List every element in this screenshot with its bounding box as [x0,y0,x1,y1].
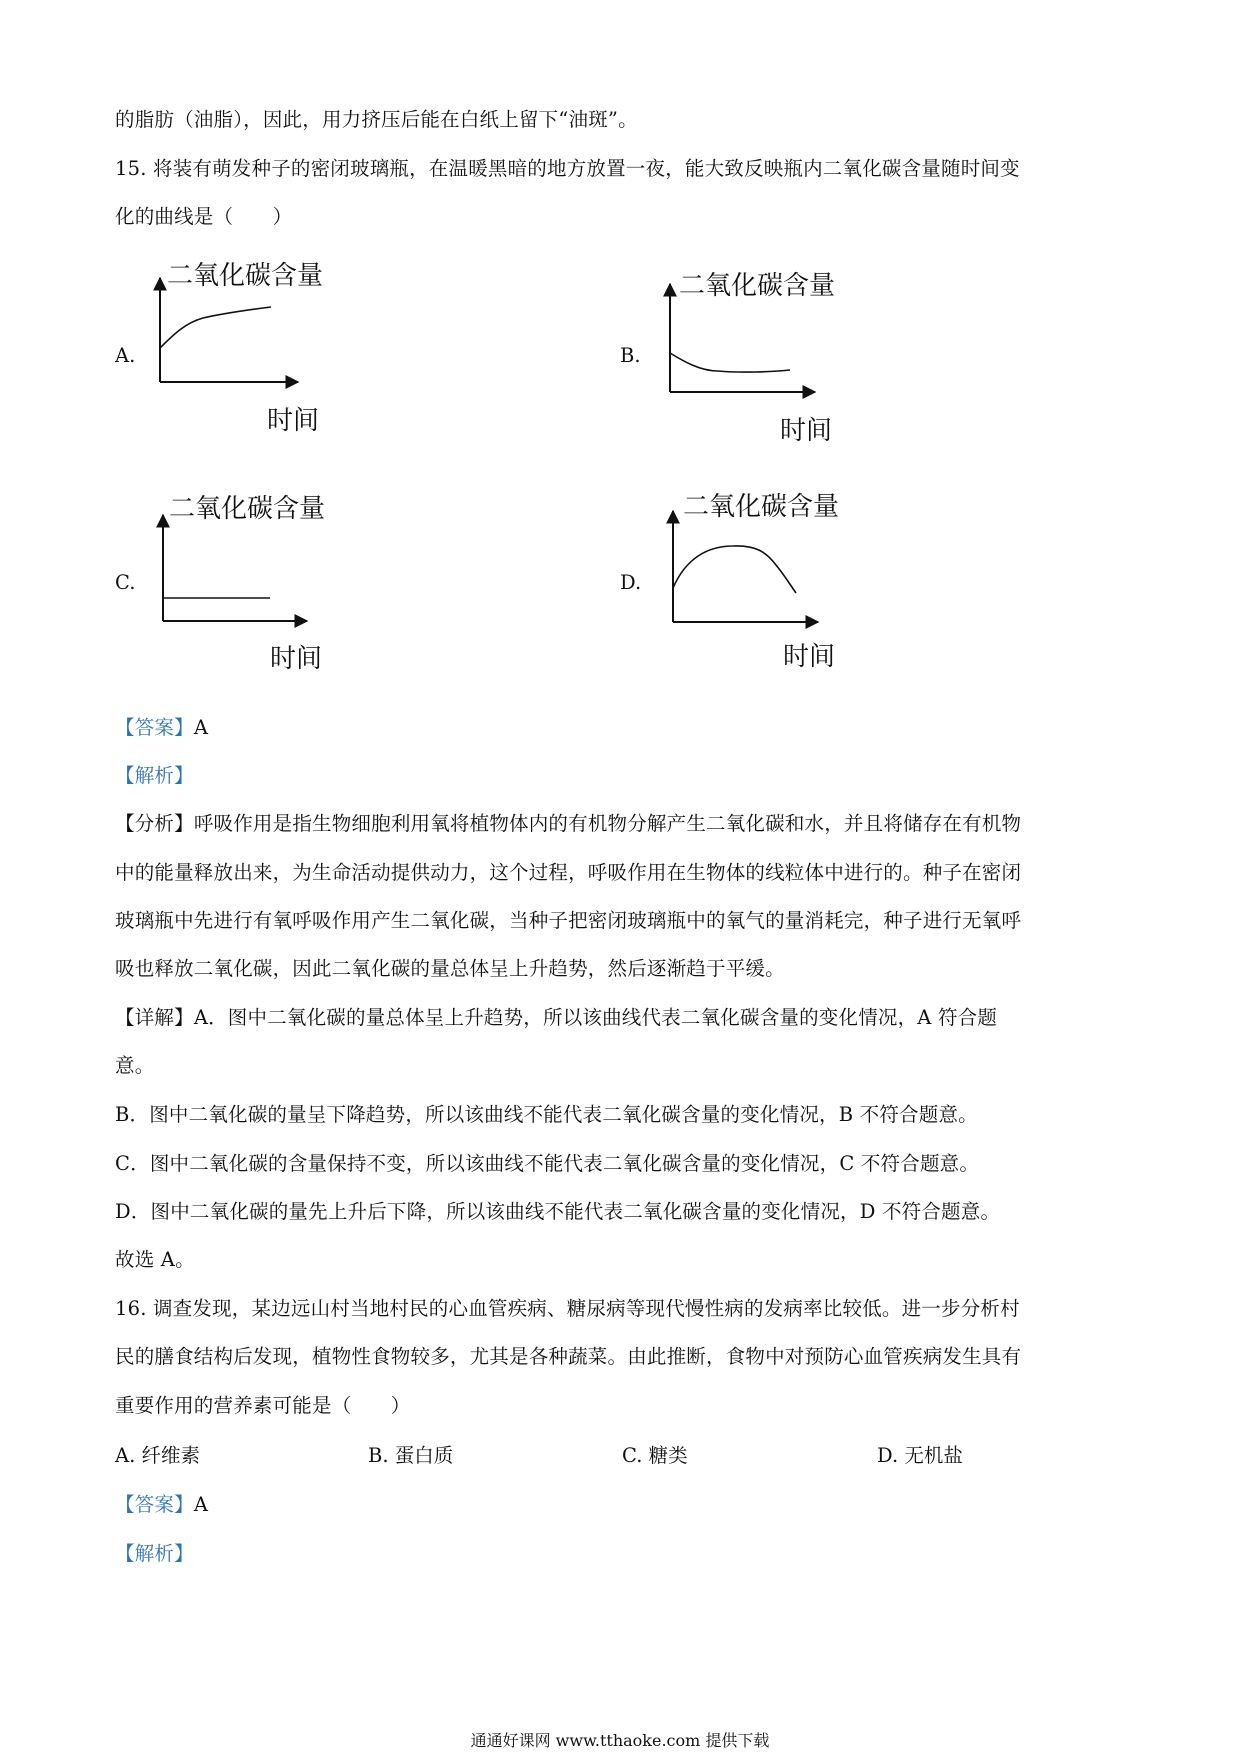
y-axis-label: 二氧化碳含量 [167,261,324,291]
x-axis-label: 时间 [783,642,836,672]
xiangjie-line-1 [115,1002,997,1030]
xiangjie-tag: 【详解】 [115,1006,194,1029]
xiangjie-line-b: B．图中二氧化碳的量呈下降趋势，所以该曲线不能代表二氧化碳含量的变化情况，B 不符合题意。 [115,1103,978,1126]
x-axis-label: 时间 [270,644,323,674]
analysis-16-heading [115,1538,194,1566]
analysis-15-heading [115,760,194,788]
fenxi-text: 呼吸作用是指生物细胞利用氧将植物体内的有机物分解产生二氧化碳和水，并且将储存在有机物 [193,812,1022,835]
y-axis-label: 二氧化碳含量 [679,271,836,301]
answer-tag: 【答案】 [115,1493,194,1516]
fenxi-line-2: 中的能量释放出来，为生命活动提供动力，这个过程，呼吸作用在生物体的线粒体中进行的。种子在密闭 [115,861,1022,884]
option-d-label: D. [620,571,642,594]
question-15-line-1: 15. 将装有萌发种子的密闭玻璃瓶，在温暖黑暗的地方放置一夜，能大致反映瓶内二氧化碳含量随时间变 [115,157,1020,180]
option-a-label: A. [115,344,136,367]
xiangjie-line-c: C．图中二氧化碳的含量保持不变，所以该曲线不能代表二氧化碳含量的变化情况，C 不符合题意。 [115,1152,980,1175]
graph-d [658,488,858,673]
answer-value: A [193,1493,209,1516]
answer-15 [115,712,208,740]
xiangjie-text: A．图中二氧化碳的量总体呈上升趋势，所以该曲线代表二氧化碳含量的变化情况，A 符合题 [193,1006,998,1029]
analysis-tag: 【解析】 [115,764,194,787]
question-16-line-2: 民的膳食结构后发现，植物性食物较多，尤其是各种蔬菜。由此推断，食物中对预防心血管疾病发生具有 [115,1345,1022,1368]
answer-16 [115,1489,208,1517]
option-b-label: B. [620,344,641,367]
x-axis-label: 时间 [780,416,833,446]
fenxi-line-4: 吸也释放二氧化碳，因此二氧化碳的量总体呈上升趋势，然后逐渐趋于平缓。 [115,957,785,980]
question-16-line-1: 16. 调查发现，某边远山村当地村民的心血管疾病、糖尿病等现代慢性病的发病率比较低。进一步分析村 [115,1297,1020,1320]
graph-a [145,255,345,440]
choice-c: C. 糖类 [622,1444,688,1467]
paragraph-line: 的脂肪（油脂），因此，用力挤压后能在白纸上留下“油斑”。 [115,108,638,131]
answer-value: A [193,716,209,739]
choice-d: D. 无机盐 [877,1444,963,1467]
conclusion: 故选 A。 [115,1248,195,1271]
graph-c [147,490,347,675]
y-axis-label: 二氧化碳含量 [683,492,840,522]
fenxi-tag: 【分析】 [115,812,194,835]
curve-a [160,307,271,348]
y-axis-label: 二氧化碳含量 [169,494,326,524]
fenxi-line-1 [115,808,1021,836]
xiangjie-line-2: 意。 [115,1054,155,1077]
curve-b [670,353,790,372]
option-c-label: C. [115,571,136,594]
answer-tag: 【答案】 [115,716,194,739]
question-16-line-3: 重要作用的营养素可能是（ ） [115,1394,411,1417]
page-footer: 通通好课网 www.tthaoke.com 提供下载 [470,1731,770,1750]
analysis-tag: 【解析】 [115,1542,194,1565]
question-15-line-2: 化的曲线是（ ） [115,205,293,228]
fenxi-line-3: 玻璃瓶中先进行有氧呼吸作用产生二氧化碳，当种子把密闭玻璃瓶中的氧气的量消耗完，种子进行无氧呼 [115,909,1022,932]
graph-b [655,264,855,449]
choice-a: A. 纤维素 [115,1444,200,1467]
xiangjie-line-d: D．图中二氧化碳的量先上升后下降，所以该曲线不能代表二氧化碳含量的变化情况，D 不符合题意。 [115,1200,1001,1223]
curve-d [673,546,796,593]
choice-b: B. 蛋白质 [368,1444,454,1467]
x-axis-label: 时间 [267,406,320,436]
